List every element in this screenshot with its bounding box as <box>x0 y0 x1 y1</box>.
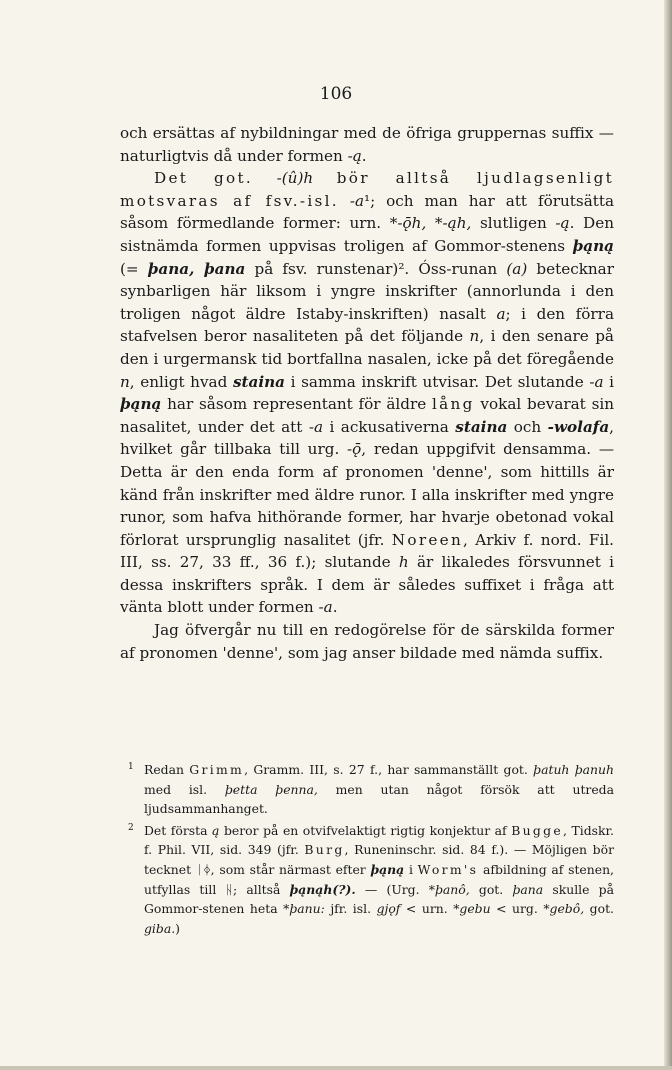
text-segment: *þanô, <box>428 881 470 897</box>
text-segment: *gebô, <box>543 901 585 917</box>
text-segment: Burg <box>304 842 345 858</box>
text-segment: har såsom representant för äldre <box>161 395 433 414</box>
text-segment: afbildning af stenen, utfyllas till ᚺ; alltså <box>144 861 614 897</box>
text-segment: -ą <box>347 146 362 165</box>
text-segment: Grimm <box>189 762 245 777</box>
text-segment: þana <box>512 881 544 897</box>
text-segment: , Arkiv f. nord. Fil. III, ss. 27, 33 ff., 36 f.); slutande <box>120 530 615 572</box>
text-segment: betecknar synbarligen här liksom i yngre inskrifter (annorlunda i den troligen något äldre Istaby-inskriften) nasalt <box>120 259 614 323</box>
text-segment: i samma inskrift utvisar. Det slutande <box>285 372 590 391</box>
text-segment: Jag öfvergår nu till en redogörelse för de särskilda former af pronomen 'denne', som jag anser bildade med nämda suffix. <box>120 621 614 662</box>
text-segment: — (Urg. <box>355 881 429 897</box>
text-segment: þąną <box>120 395 162 414</box>
text-segment: (= <box>120 259 148 278</box>
text-segment: gjǫf <box>376 901 401 917</box>
text-segment: i <box>603 372 614 391</box>
text-segment: . <box>332 598 338 617</box>
page-number: 106 <box>319 84 353 104</box>
text-segment: h <box>398 553 409 572</box>
text-segment: -a <box>318 598 333 617</box>
footnote-marker: 1 <box>128 762 134 772</box>
text-segment: staina <box>232 372 285 391</box>
text-segment: , Runeninschr. sid. 84 f.). — Möjligen bör tecknet ᛁᛄ, som står närmast efter <box>144 842 614 877</box>
text-segment: -a <box>308 417 324 436</box>
text-segment: < urg. <box>490 901 544 917</box>
text-segment: n <box>469 327 480 346</box>
text-segment: *-ǭh, *-ąh, <box>389 214 472 233</box>
footnotes <box>120 760 614 940</box>
text-segment: vokal bevarat sin nasalitet, under det att <box>120 395 614 436</box>
text-segment: < urn. <box>400 901 454 917</box>
text-segment: på fsv. runstenar)². Óss-runan <box>245 259 507 278</box>
paragraph <box>120 619 614 664</box>
text-segment: n <box>120 372 130 391</box>
text-segment: -a <box>589 372 604 391</box>
text-segment: þąnąh(?). <box>289 881 356 897</box>
text-segment: staina <box>455 417 508 436</box>
footnote <box>120 760 614 819</box>
text-segment: þetta þenna, <box>224 781 318 797</box>
text-segment: och <box>507 417 548 436</box>
text-segment: . <box>361 146 367 165</box>
text-segment: Det första <box>144 822 213 838</box>
text-segment: beror på en otvifvelaktigt rigtig konjektur af <box>219 822 512 838</box>
text-segment: -ą <box>555 214 570 233</box>
text-segment: þana, þana <box>147 259 246 278</box>
text-segment: *gebu <box>453 901 491 917</box>
text-segment: med isl. <box>144 781 225 797</box>
text-segment: þąną <box>370 861 405 877</box>
page-edge-right <box>664 0 672 1070</box>
text-segment: (a) <box>506 259 528 278</box>
footnote <box>120 821 614 939</box>
text-segment: skulle på Gommor-stenen heta <box>144 881 614 917</box>
footnote-marker: 2 <box>128 822 134 833</box>
text-segment: -ǭ <box>347 440 362 459</box>
text-segment: Worm's <box>417 861 479 877</box>
text-segment: i <box>404 861 418 877</box>
text-segment: , enligt hvad <box>129 372 233 391</box>
text-segment <box>339 192 350 210</box>
text-segment: . Den sistnämda formen uppvisas troligen af Gommor-stenens <box>120 214 615 255</box>
text-segment: -a <box>349 191 364 210</box>
text-segment: got. <box>469 881 513 897</box>
text-segment: bör alltså ljudlagsenligt motsvaras af fsv.-isl. <box>120 169 615 210</box>
text-segment: , hvilket går tillbaka till urg. <box>120 417 614 459</box>
text-segment: Noreen <box>391 530 464 549</box>
text-segment: Bugge <box>511 822 563 838</box>
text-segment: , i den senare på den i urgermansk tid bortfallna nasalen, icke på det föregående <box>120 327 614 368</box>
text-segment: ą <box>212 822 220 838</box>
text-segment: ; i den förra stafvelsen beror nasaliteten på det följande <box>120 304 614 346</box>
text-segment: .) <box>171 920 180 936</box>
text-segment: giba <box>144 920 172 936</box>
text-segment: þatuh þanuh <box>533 762 614 777</box>
text-segment: Redan <box>144 762 190 777</box>
text-segment: a <box>496 304 506 323</box>
text-segment: , Gramm. III, s. 27 f., har sammanställt got. <box>244 762 534 777</box>
text-segment: -(û)h <box>276 169 314 188</box>
text-segment: och ersättas af nybildningar med de öfriga gruppernas suffix — naturligtvis då under formen <box>120 124 614 165</box>
text-segment: lång <box>432 395 475 414</box>
page-edge-bottom <box>0 1066 672 1070</box>
text-segment: ¹; och man har att förutsätta såsom förmedlande former: urn. <box>120 191 615 233</box>
paragraph <box>120 167 614 619</box>
text-segment: , redan uppgifvit densamma. — Detta är den enda form af pronomen 'denne', som hittills är känd från inskrifter med äldre runor. I alla inskrifter med yngre runor, som hafva hithörande former, har hvarje obetonad vokal förlorat ursprunglig nasalitet (jfr. <box>120 440 615 549</box>
text-segment: jfr. isl. <box>324 901 377 917</box>
text-segment: got. <box>584 901 614 917</box>
text-segment: men utan något försök att utreda ljudsammanhanget. <box>144 781 614 817</box>
body-text <box>120 122 614 664</box>
text-segment: Det got. <box>154 169 254 188</box>
text-segment: *þanu: <box>283 901 325 917</box>
text-segment: þąną <box>572 236 614 255</box>
text-segment: slutligen <box>471 214 556 233</box>
text-segment: i ackusativerna <box>323 417 456 436</box>
text-segment <box>313 169 337 187</box>
text-segment: , Tidskr. f. Phil. VII, sid. 349 (jfr. <box>144 822 614 858</box>
text-segment: är likaledes försvunnet i dessa inskrifters språk. I dem är således suffixet i fråga att vänta blott under formen <box>120 553 614 617</box>
paragraph <box>120 122 614 167</box>
text-segment: -wolafa <box>547 417 610 436</box>
text-segment <box>253 169 277 187</box>
